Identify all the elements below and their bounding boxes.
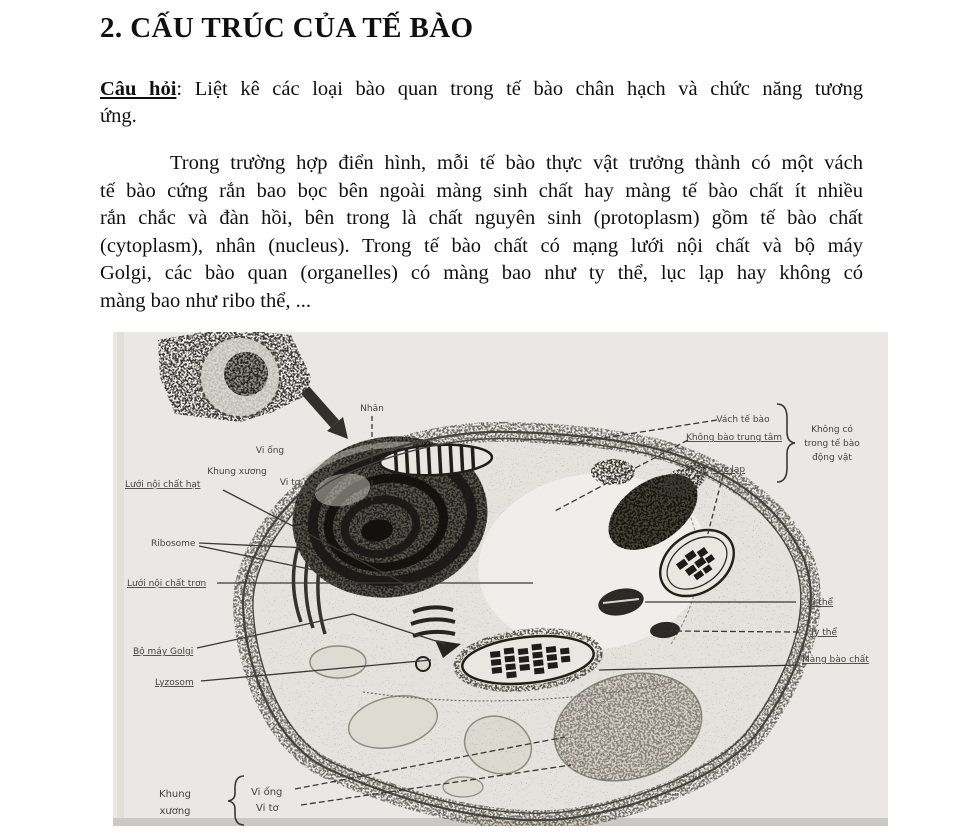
page-title: 2. CẤU TRÚC CỦA TẾ BÀO (100, 12, 474, 44)
label-note-line1: Không có (811, 425, 853, 435)
question-block (100, 76, 863, 130)
label-cytoskeleton-bottom-1: Khung (159, 789, 191, 800)
label-plasma-membrane: Màng bào chất (802, 655, 869, 665)
question-line-2: ứng. (100, 105, 137, 127)
paragraph-line: màng bao như ribo thể, ... (100, 289, 311, 312)
label-note-line3: động vật (812, 453, 852, 463)
lysosome (416, 657, 430, 671)
question-label: Câu hỏi (100, 78, 177, 100)
label-cell-wall: Vách tế bào (716, 415, 770, 425)
cell-structure-figure (113, 332, 888, 826)
label-golgi: Bộ máy Golgi (133, 647, 194, 657)
label-rough-er: Lưới nội chất hạt (125, 480, 201, 490)
question-line-1 (100, 76, 863, 103)
paragraph-line: rắn chắc và đàn hồi, bên trong là chất nguyên sinh (protoplasm) gồm tế bào chất (100, 207, 863, 229)
label-microtubule-top: Vi ống (255, 446, 285, 456)
label-lysosome: Lyzosom (155, 678, 194, 688)
label-cytoskeleton-top: Khung xương (207, 467, 267, 477)
label-microbody: Vi thể (807, 598, 834, 608)
label-smooth-er: Lưới nội chất trơn (127, 579, 207, 589)
plant-cell-illustration (243, 421, 811, 820)
label-microtubule-bottom: Vi ống (251, 787, 283, 798)
paragraph-line: Golgi, các bào quan (organelles) có màng bao như ty thể, lục lạp hay không có (100, 262, 863, 284)
label-mitochondrion: Ty thể (810, 628, 838, 638)
label-ribosome: Ribosome (151, 539, 196, 549)
body-paragraph (100, 150, 863, 315)
label-note-line2: trong tế bào (804, 439, 860, 449)
paragraph-line: tế bào cứng rắn bao bọc bên ngoài màng sinh chất hay màng tế bào chất ít nhiều (100, 179, 863, 202)
question-text: : Liệt kê các loại bào quan trong tế bào chân hạch và chức năng tương (176, 78, 863, 100)
paragraph-line: (cytoplasm), nhân (nucleus). Trong tế bào chất có mạng lưới nội chất và bộ máy (100, 234, 863, 257)
label-nucleus: Nhân (360, 404, 384, 414)
paragraph-line: Trong trường hợp điển hình, mỗi tế bào thực vật trưởng thành có một vách (170, 152, 863, 174)
label-microfilament-top: Vi tơ (279, 478, 301, 488)
scan-left-streak (117, 332, 124, 826)
label-cytoskeleton-bottom-2: xương (159, 806, 191, 817)
label-central-vacuole: Không bào trung tâm (685, 433, 783, 443)
label-chloroplast: Lục lạp (712, 465, 746, 475)
label-microfilament-bottom: Vi tơ (256, 803, 279, 814)
cell-diagram-svg (113, 332, 888, 826)
